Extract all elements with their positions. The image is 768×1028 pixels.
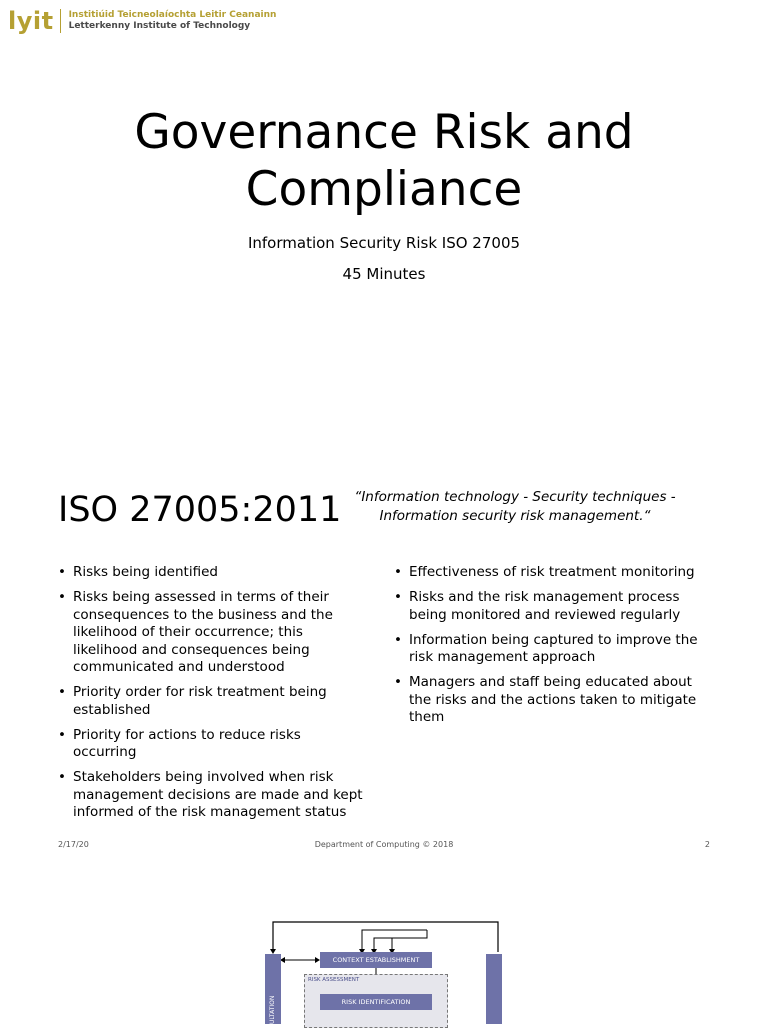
quote-line-2: Information security risk management.“ [379,508,651,524]
risk-identification-box: RISK IDENTIFICATION [320,994,432,1010]
bullet-item [394,589,714,624]
bullet-marker: • [58,564,66,580]
bullet-text: Priority order for risk treatment being established [73,684,327,718]
bullet-marker: • [394,589,402,605]
bullet-marker: • [58,726,66,743]
bullet-item [58,727,368,762]
title-slide [0,0,768,440]
slide-duration: 45 Minutes [342,265,426,283]
logo-text [69,10,277,32]
bullet-item [394,564,714,582]
bullet-marker: • [394,674,402,690]
communication-label: ULTATION [269,995,276,1024]
risk-assessment-label: RISK ASSESSMENT [308,977,360,983]
bullet-text: Priority for actions to reduce risks occurring [73,726,301,760]
bullet-item [58,684,368,719]
footer-date: 2/17/20 [58,840,89,849]
iso-heading: ISO 27005:2011 [58,490,342,530]
title-line-1: Governance Risk and [134,105,634,160]
quote-line-1: “Information technology - Security techniques - [354,489,676,505]
bullet-text: Risks being assessed in terms of their consequences to the business and the likelihood of their occurrence; this likelihood and consequences being communicated and understood [73,589,333,675]
title-line-2: Compliance [245,162,523,217]
footer-department: Department of Computing © 2018 [314,840,454,849]
logo-english-name: Letterkenny Institute of Technology [68,21,251,31]
logo-irish-name: Institiúid Teicneolaíochta Leitir Ceanainn [68,10,277,20]
slide-subtitle: Information Security Risk ISO 27005 [247,234,521,252]
monitoring-bar [486,954,502,1024]
logo-divider [60,9,61,33]
bullet-item [394,674,714,727]
institute-logo [8,6,276,36]
bullet-item [58,564,368,582]
bullet-text: Managers and staff being educated about the risks and the actions taken to mitigate them [409,674,697,725]
bullet-marker: • [394,631,402,648]
bullet-item [58,769,368,822]
logo-wordmark: lyit [8,7,54,35]
bullet-text: Information being captured to improve the risk management approach [409,631,698,665]
context-establishment-box: CONTEXT ESTABLISHMENT [320,952,432,968]
bullet-marker: • [58,684,66,700]
risk-process-diagram [262,916,512,1024]
bullet-text: Effectiveness of risk treatment monitoring [409,564,695,580]
iso-slide [0,440,768,870]
bullet-text: Stakeholders being involved when risk management decisions are made and kept informed of the risk management status [73,769,363,820]
bullet-marker: • [58,769,66,785]
left-bullet-list [58,564,368,829]
right-bullet-list [394,564,714,734]
iso-quote [350,488,680,526]
process-diagram-slide [0,870,768,1024]
bullet-text: Risks and the risk management process being monitored and reviewed regularly [409,589,681,623]
bullet-item [394,632,714,667]
footer-page-number: 2 [704,840,710,849]
slide-title [0,104,768,218]
bullet-item [58,589,368,677]
bullet-text: Risks being identified [73,564,218,580]
bullet-marker: • [394,564,402,580]
bullet-marker: • [58,589,66,605]
